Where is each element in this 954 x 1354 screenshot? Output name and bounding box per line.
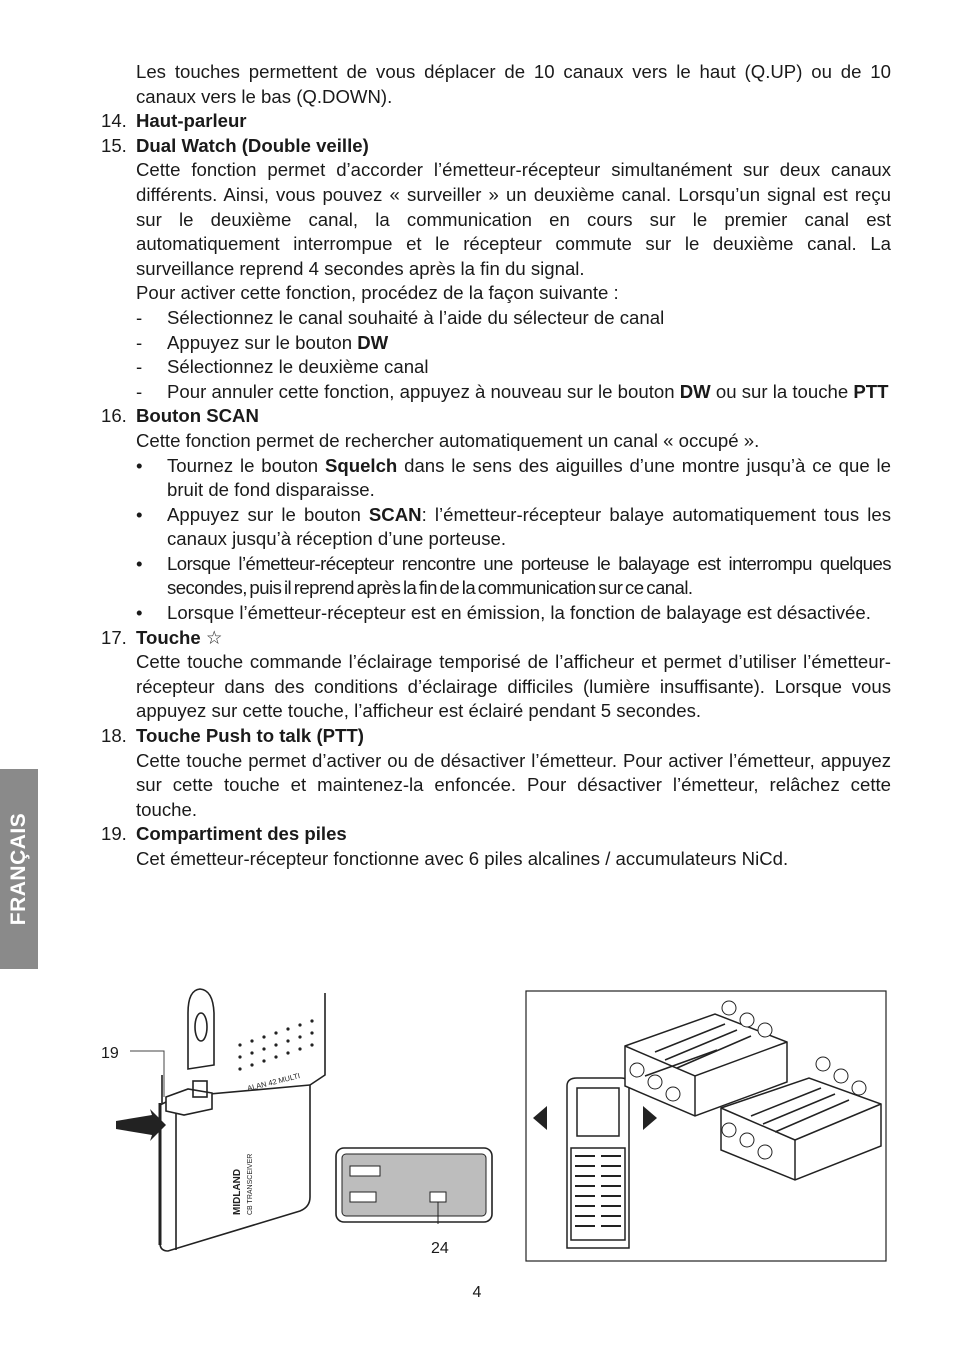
item-16-body: Cette fonction permet de rechercher automatiquement un canal « occupé ». bbox=[136, 429, 760, 451]
battery-illustration bbox=[525, 990, 887, 1262]
callout-24: 24 bbox=[431, 1240, 449, 1257]
item-15-heading: 15. Dual Watch (Double veille) bbox=[101, 134, 369, 156]
item-17-body: Cette touche commande l’éclairage temporisé de l’afficheur et permet d’utiliser l’émetteur-récepteur dans des conditions d’éclairage difficiles (lumière insuffisante). Lorsque vous appuyez sur cette touche, l’afficheur est éclairé pendant 5 secondes. bbox=[136, 651, 891, 722]
dash-item: - Sélectionnez le canal souhaité à l’aide du sélecteur de canal bbox=[136, 306, 665, 328]
callout-19: 19 bbox=[101, 1045, 119, 1062]
dash-item: - Appuyez sur le bouton DW bbox=[136, 331, 389, 353]
dash-item: - Pour annuler cette fonction, appuyez à nouveau sur le bouton DW ou sur la touche PTT bbox=[136, 380, 889, 402]
bullet-item: • Tournez le bouton Squelch dans le sens des aiguilles d’une montre jusqu’à ce que le bruit de fond disparaisse. bbox=[136, 454, 891, 501]
intro-paragraph: Les touches permettent de vous déplacer de 10 canaux vers le haut (Q.UP) ou de 10 canaux vers le bas (Q.DOWN). bbox=[136, 61, 891, 107]
display-illustration bbox=[334, 1146, 494, 1224]
item-15-body2: Pour activer cette fonction, procédez de la façon suivante : bbox=[136, 282, 619, 304]
item-19-heading: 19. Compartiment des piles bbox=[101, 823, 347, 845]
item-18-body: Cette touche permet d’activer ou de désactiver l’émetteur. Pour activer l’émetteur, appuyez sur cette touche et maintenez-la enfoncée. Pour désactiver l’émetteur, relâchez cette touche. bbox=[136, 749, 891, 820]
item-19-body: Cet émetteur-récepteur fonctionne avec 6 piles alcalines / accumulateurs NiCd. bbox=[136, 848, 789, 869]
page-number: 4 bbox=[472, 1284, 482, 1301]
bullet-item: • Lorsque l’émetteur-récepteur rencontre une porteuse le balayage est interrompu quelques secondes, puis il reprend après la fin de la communication sur ce canal. bbox=[136, 552, 891, 599]
item-16-heading: 16. Bouton SCAN bbox=[101, 405, 259, 427]
sub-brand-label: CB TRANSCEIVER bbox=[247, 1153, 254, 1215]
radio-illustration bbox=[100, 985, 330, 1257]
item-15-body: Cette fonction permet d’accorder l’émetteur-récepteur simultanément sur deux canaux différents. Ainsi, vous pouvez « surveiller » un deuxième canal. Lorsqu’un signal est reçu sur le deuxième canal, la communication en cours sur le premier canal est automatiquement interrompue et le récepteur commute sur le deuxième canal. La surveillance reprend 4 secondes après la fin du signal. bbox=[136, 159, 891, 279]
language-tab-label: FRANÇAIS bbox=[7, 812, 30, 926]
language-tab bbox=[0, 769, 38, 969]
item-18-heading: 18. Touche Push to talk (PTT) bbox=[101, 725, 364, 747]
model-label: ALAN 42 MULTI bbox=[246, 1071, 301, 1093]
bullet-item: • Appuyez sur le bouton SCAN: l’émetteur-récepteur balaye automatiquement tous les canaux jusqu’à réception d’une porteuse. bbox=[136, 503, 891, 550]
bullet-item: • Lorsque l’émetteur-récepteur est en émission, la fonction de balayage est désactivée. bbox=[136, 602, 871, 624]
brand-label: MIDLAND bbox=[232, 1168, 243, 1215]
item-14-heading: 14. Haut-parleur bbox=[101, 110, 247, 132]
dash-item: - Sélectionnez le deuxième canal bbox=[136, 356, 429, 378]
item-17-heading: 17. Touche ☆ bbox=[101, 626, 223, 648]
document-body bbox=[101, 60, 891, 872]
